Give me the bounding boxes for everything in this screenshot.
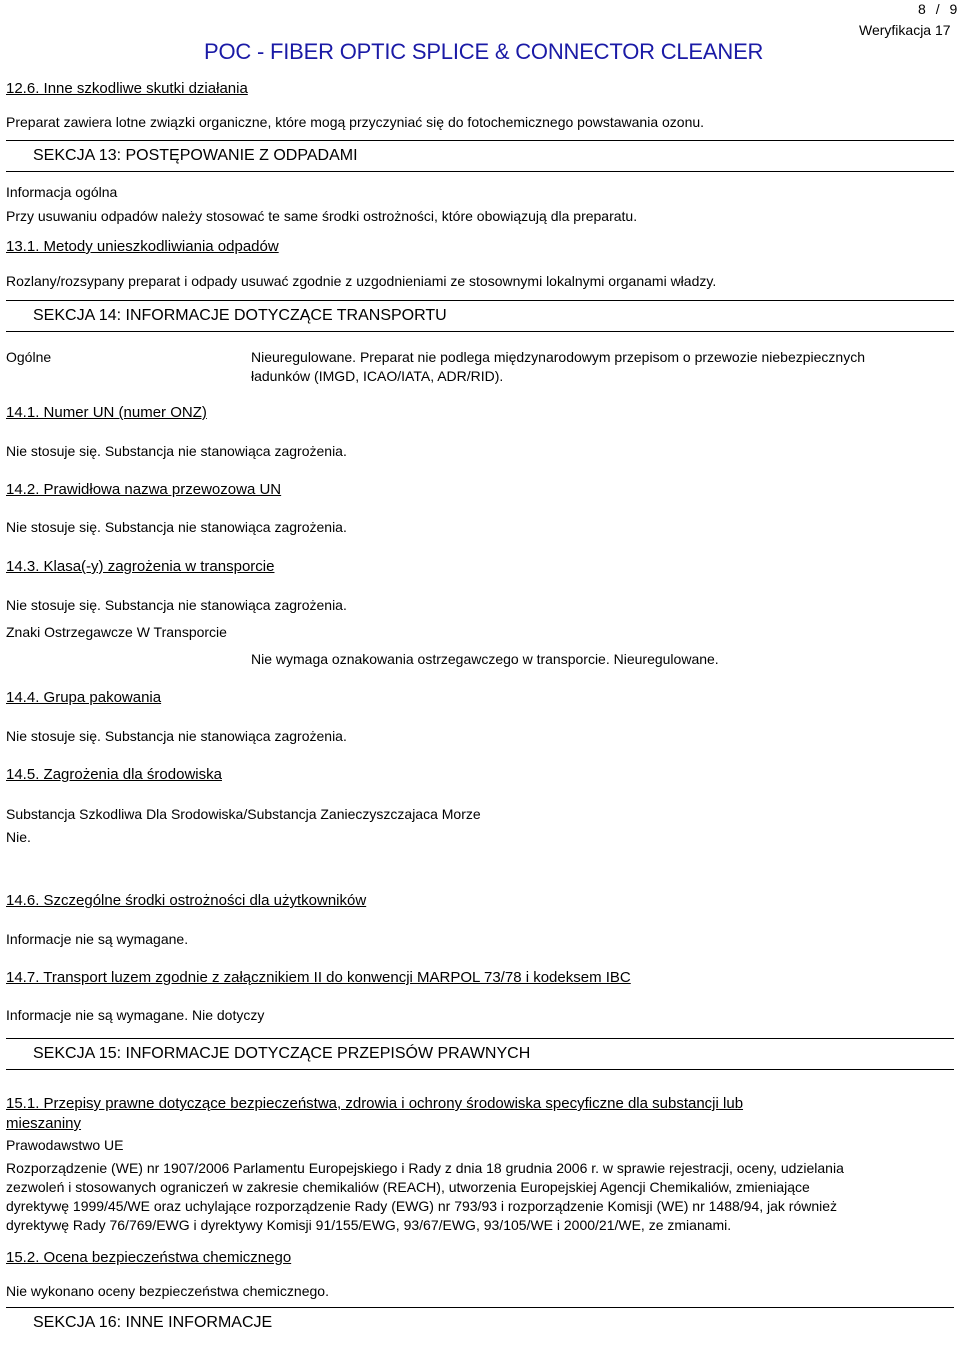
text-general-transport-1: Nieuregulowane. Preparat nie podlega międzynarodowym przepisom o przewozie niebezpiecznych — [251, 349, 866, 365]
text-14-3: Nie stosuje się. Substancja nie stanowiąca zagrożenia. — [6, 597, 347, 613]
section-13-title: SEKCJA 13: POSTĘPOWANIE Z ODPADAMI — [33, 147, 358, 164]
section-14-header — [6, 300, 954, 332]
heading-13-1: 13.1. Metody unieszkodliwiania odpadów — [6, 238, 279, 255]
label-general-info: Informacja ogólna — [6, 184, 118, 200]
text-14-6: Informacje nie są wymagane. — [6, 931, 189, 947]
product-title: POC - FIBER OPTIC SPLICE & CONNECTOR CLEANER — [204, 39, 764, 64]
section-16-title: SEKCJA 16: INNE INFORMACJE — [33, 1314, 273, 1331]
text-eu-legislation-4: dyrektywę Rady 76/769/EWG i dyrektywy Komisji 91/155/EWG, 93/67/EWG, 93/105/WE i 2000/21/WE, ze zmianami. — [6, 1217, 732, 1233]
page-current: 8 — [918, 1, 926, 17]
text-12-6: Preparat zawiera lotne związki organiczne, które mogą przyczyniać się do fotochemicznego powstawania ozonu. — [6, 114, 705, 130]
text-14-1: Nie stosuje się. Substancja nie stanowiąca zagrożenia. — [6, 443, 347, 459]
heading-14-1: 14.1. Numer UN (numer ONZ) — [6, 404, 207, 421]
heading-14-3: 14.3. Klasa(-y) zagrożenia w transporcie — [6, 558, 275, 575]
heading-14-5: 14.5. Zagrożenia dla środowiska — [6, 766, 222, 783]
page-number — [918, 0, 957, 18]
text-transport-signs: Nie wymaga oznakowania ostrzegawczego w transporcie. Nieuregulowane. — [251, 651, 719, 667]
text-general-info: Przy usuwaniu odpadów należy stosować te same środki ostrożności, które obowiązują dla preparatu. — [6, 208, 638, 224]
label-general-transport: Ogólne — [6, 349, 52, 365]
section-13-header — [6, 140, 954, 172]
text-14-7: Informacje nie są wymagane. Nie dotyczy — [6, 1007, 265, 1023]
section-16-header — [6, 1307, 954, 1341]
heading-14-6: 14.6. Szczególne środki ostrożności dla użytkowników — [6, 892, 367, 909]
text-eu-legislation-2: zezwoleń i stosowanych ograniczeń w zakresie chemikaliów (REACH), utworzenia Europejskiej Agencji Chemikaliów, zmieniające — [6, 1179, 810, 1195]
page-separator: / — [935, 1, 940, 17]
heading-14-2: 14.2. Prawidłowa nazwa przewozowa UN — [6, 481, 282, 498]
text-environment: Nie. — [6, 829, 31, 845]
text-14-2: Nie stosuje się. Substancja nie stanowiąca zagrożenia. — [6, 519, 347, 535]
text-14-4: Nie stosuje się. Substancja nie stanowiąca zagrożenia. — [6, 728, 347, 744]
label-eu-legislation: Prawodawstwo UE — [6, 1137, 124, 1153]
text-eu-legislation-1: Rozporządzenie (WE) nr 1907/2006 Parlamentu Europejskiego i Rady z dnia 18 grudnia 2006 r. w sprawie rejestracji, oceny, udzielania — [6, 1160, 844, 1176]
heading-15-2: 15.2. Ocena bezpieczeństwa chemicznego — [6, 1249, 292, 1266]
text-13-1: Rozlany/rozsypany preparat i odpady usuwać zgodnie z uzgodnieniami ze stosownymi lokalnymi organami władzy. — [6, 273, 717, 289]
text-eu-legislation-3: dyrektywę 1999/45/WE oraz uchylające rozporządzenie Rady (EWG) nr 793/93 i rozporządzenie Komisji (WE) nr 1488/94, jak również — [6, 1198, 838, 1214]
label-transport-signs: Znaki Ostrzegawcze W Transporcie — [6, 624, 227, 640]
page-total: 9 — [949, 1, 958, 17]
label-environment: Substancja Szkodliwa Dla Srodowiska/Substancja Zanieczyszczajaca Morze — [6, 806, 481, 822]
heading-15-1-line1: 15.1. Przepisy prawne dotyczące bezpieczeństwa, zdrowia i ochrony środowiska specyficzne dla substancji lub — [6, 1095, 744, 1112]
heading-12-6: 12.6. Inne szkodliwe skutki działania — [6, 80, 248, 97]
section-14-title: SEKCJA 14: INFORMACJE DOTYCZĄCE TRANSPORTU — [33, 307, 447, 324]
heading-14-4: 14.4. Grupa pakowania — [6, 689, 162, 706]
heading-14-7: 14.7. Transport luzem zgodnie z załącznikiem II do konwencji MARPOL 73/78 i kodeksem IBC — [6, 969, 631, 986]
text-15-2: Nie wykonano oceny bezpieczeństwa chemicznego. — [6, 1283, 329, 1299]
section-15-title: SEKCJA 15: INFORMACJE DOTYCZĄCE PRZEPISÓW PRAWNYCH — [33, 1045, 531, 1062]
section-15-header — [6, 1038, 954, 1070]
version-label: Weryfikacja 17 — [859, 22, 951, 38]
heading-15-1-line2: mieszaniny — [6, 1115, 82, 1132]
text-general-transport-2: ładunków (IMGD, ICAO/IATA, ADR/RID). — [251, 368, 504, 384]
